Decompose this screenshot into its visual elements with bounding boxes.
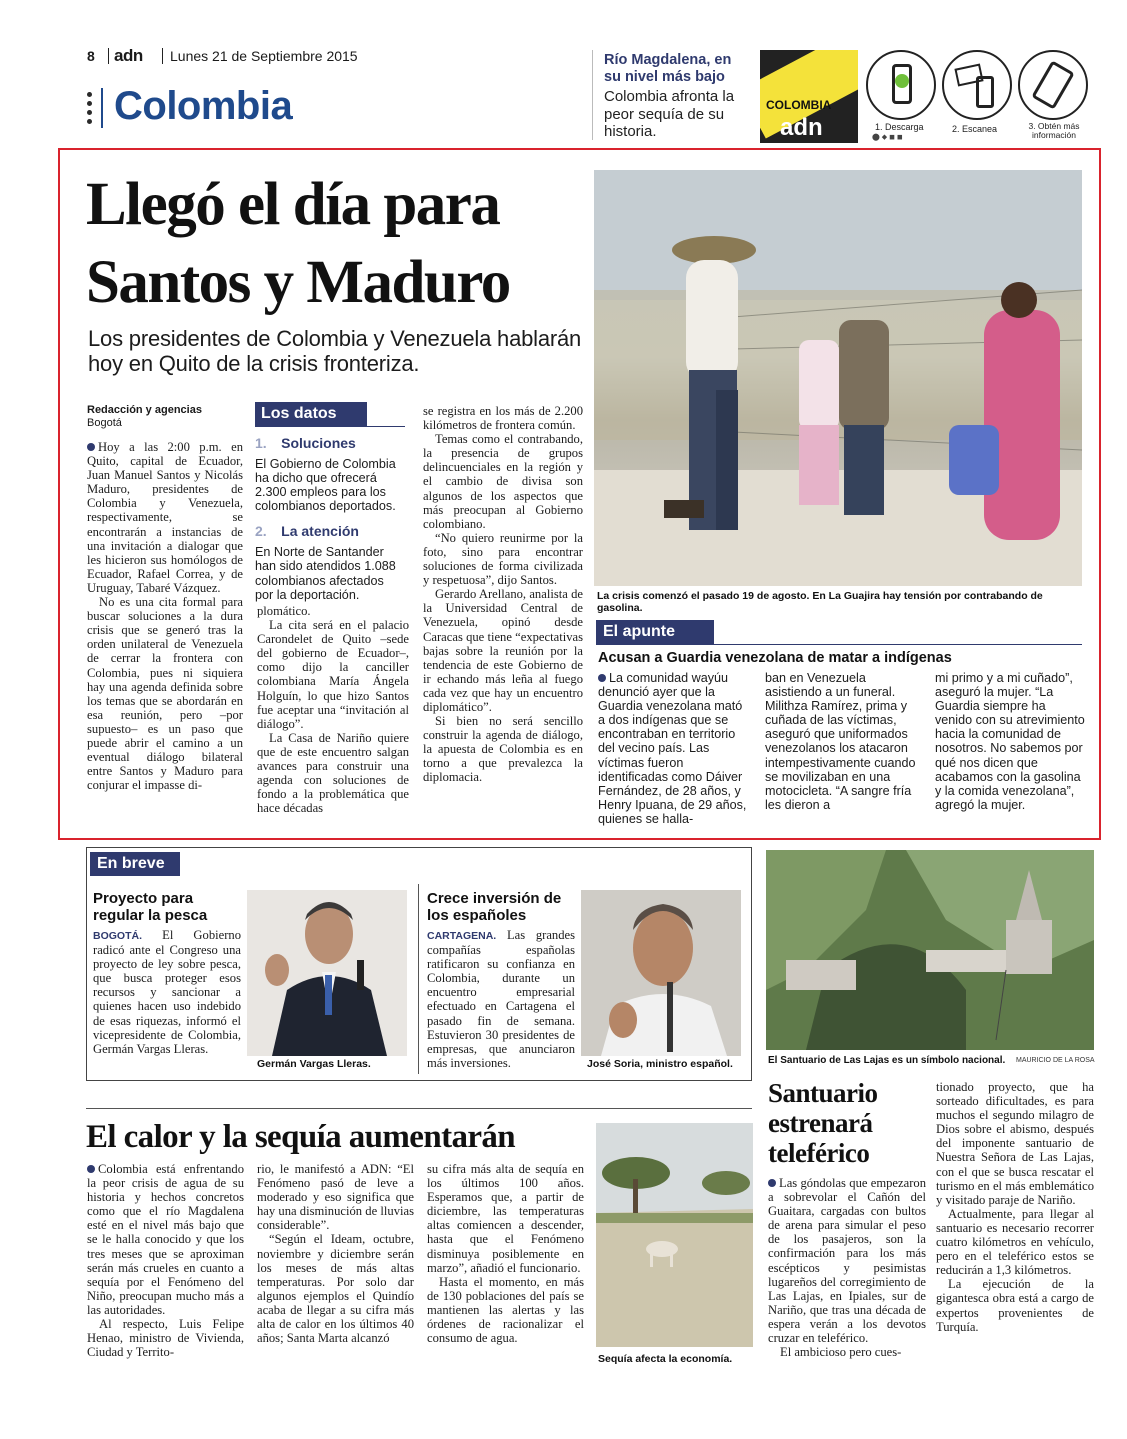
- sanctuary-col-2: [936, 1080, 1094, 1334]
- main-paragraph: se registra en los más de 2.200 kilómetros de frontera común.: [423, 404, 583, 433]
- sanctuary-paragraph: Las góndolas que empezaron a sobrevolar el Cañón del Guaitara, cargadas con bultos de arena para simular el peso de los pasajeros, son la confirmación para los más escépticos y pesimistas lugareños del corregimiento de Las Lajas, en Ipiales, sur de Nariño, que tras una década de espera verán a los devotos cruzar en teleférico.: [768, 1176, 926, 1346]
- teaser-text: Colombia afronta la peor sequía de su historia.: [604, 88, 735, 140]
- sanctuary-photo: [766, 850, 1094, 1050]
- drought-headline: El calor y la sequía aumentarán: [86, 1119, 516, 1155]
- step-label-3: 3. Obtén más información: [1028, 121, 1080, 140]
- masthead: [0, 0, 1127, 148]
- drought-col-3: [427, 1162, 584, 1345]
- drought-photo: [596, 1123, 753, 1347]
- promo-logo-top: COLOMBIA: [766, 98, 832, 112]
- brand-small: adn: [114, 46, 143, 65]
- main-col-2: [257, 604, 409, 815]
- apunte-label: El apunte: [596, 620, 714, 644]
- drought-paragraph: Al respecto, Luis Felipe Henao, ministro de Vivienda, Ciudad y Territo-: [87, 1317, 244, 1360]
- apunte-col-2: [765, 671, 925, 812]
- drought-rule: [86, 1108, 752, 1109]
- datos-text: El Gobierno de Colombia ha dicho que ofrecerá 2.300 empleos para los colombianos deportados.: [255, 457, 396, 514]
- divider-small: [162, 48, 163, 64]
- date-line: Lunes 21 de Septiembre 2015: [170, 48, 358, 64]
- main-paragraph: “No quiero reunirme por la foto, sino para encontrar soluciones de forma civilizada y respetuosa”, dijo Santos.: [423, 530, 583, 588]
- drought-col-2: [257, 1162, 414, 1345]
- section-dots: [87, 92, 92, 124]
- byline: Redacción y agencias: [87, 404, 202, 416]
- main-paragraph: Si bien no será sencillo construir la agenda de diálogo, la apuesta de Colombia es en torno a que prevalezca la diplomacia.: [423, 714, 583, 785]
- datos-number: 2.: [255, 523, 267, 540]
- drought-illustration: [596, 1123, 753, 1347]
- main-paragraph: La cita será en el palacio Carondelet de Quito –sede del gobierno de Ecuador–, como dijo la canciller colombiana María Ángela Holguín, lo que hizo Santos fue aceptar una “invitación al diálogo”.: [257, 618, 409, 731]
- phone-info-icon: [1031, 60, 1075, 109]
- sanctuary-col-1: [768, 1176, 926, 1359]
- portrait-illustration: [247, 890, 407, 1056]
- bullet-dot: [87, 1165, 95, 1173]
- step-download[interactable]: [866, 50, 936, 120]
- breve-place: BOGOTÁ.: [93, 930, 142, 942]
- jose-soria-photo: [581, 890, 741, 1056]
- drought-paragraph: “Según el Ideam, octubre, noviembre y diciembre serán los meses de más altas temperaturas. Por solo dar algunos ejemplos el Quindío acaba de llegar a su cifra más alta de calor en los últimos 40 años; Santa Marta alcanzó: [257, 1232, 414, 1346]
- datos-title: La atención: [281, 523, 359, 540]
- drought-photo-caption: Sequía afecta la economía.: [598, 1353, 733, 1365]
- apunte-col-3: [935, 671, 1085, 812]
- step-label-1: 1. Descarga: [875, 122, 924, 132]
- apunte-paragraph: ban en Venezuela asistiendo a un funeral. Milithza Ramírez, prima y cuñada de las víctimas, aseguró que uniformados venezolanos los atacaron intempestivamente cuando se movilizaban en una motocicleta. “A sangre fría les dieron a: [765, 671, 916, 812]
- promo-logo-bottom: adn: [780, 114, 823, 141]
- apunte-headline: Acusan a Guardia venezolana de matar a indígenas: [598, 650, 952, 666]
- apunte-paragraph: mi primo y a mi cuñado”, aseguró la mujer. “La Guardia siempre ha venido con su atrevimiento hacia la comunidad de nosotros. No sabemos por qué nos dicen que acabamos con la gasolina y la comida venezolana”, agregó la mujer.: [935, 671, 1085, 812]
- datos-item: [255, 435, 405, 513]
- step-label-2: 2. Escanea: [952, 124, 998, 134]
- app-store-badges: ⬤ ◆ ◼ ◼: [872, 134, 903, 141]
- breve-item-1: [93, 890, 413, 1075]
- main-paragraph: No es una cita formal para buscar soluciones a la dura crisis que se generó tras la orden unilateral de Venezuela de cerrar la frontera con Colombia, pues ni siquiera hay una agenda definida sobre los temas que se abordarán en esa reunión, pero –por supuesto– es un paso que puede abrir el camino a un eventual diálogo bilateral entre Santos y Maduro para conjurar el impasse di-: [87, 595, 243, 793]
- step-info[interactable]: [1018, 50, 1088, 120]
- sanctuary-paragraph: La ejecución de la gigantesca obra está a cargo de expertos provenientes de Turquía.: [936, 1277, 1094, 1334]
- apunte-paragraph: La comunidad wayúu denunció ayer que la Guardia venezolana mató a dos indígenas que se encontraban en territorio del vecino país. Las víctimas fueron identificadas como Dáiver Fernández, de 28 años, y Henry Ipuana, de 29 años, quienes se halla-: [598, 671, 747, 826]
- drought-paragraph: Colombia está enfrentando la peor crisis de agua de su historia y hechos concretos como que el río Magdalena esté en el nivel más bajo que se le halla conocido y que los tres meses que se aproximan serán más crueles en cuanto a sequía por el Fenómeno del Niño, preocupan mucho más a las autoridades.: [87, 1162, 244, 1317]
- datos-title: Soluciones: [281, 435, 356, 451]
- download-icon: [895, 74, 909, 88]
- breve-text: CARTAGENA. Las grandes compañías españolas ratificaron su confianza en Colombia, durante un encuentro empresarial efectuado en Cartagena el pasado fin de semana. Estuvieron 30 presidentes de empresas, que anunciaron más inversiones.: [427, 928, 575, 1070]
- main-subheadline: Los presidentes de Colombia y Venezuela hablarán hoy en Quito de la crisis fronteriza.: [88, 326, 582, 376]
- breve-headline: Proyecto para regular la pesca: [93, 890, 208, 924]
- main-paragraph: Hoy a las 2:00 p.m. en Quito, capital de Ecuador, Juan Manuel Santos y Nicolás Maduro, presidentes de Colombia y Venezuela, respectivamente, se encontrarán a instancias de una invitación a dialogar que les hicieron sus homólogos de Ecuador, Rafael Correa, y de Uruguay, Tabaré Vázquez.: [87, 440, 243, 595]
- en-breve-divider: [418, 884, 419, 1074]
- teaser-divider: [592, 50, 593, 140]
- page-number: 8: [87, 48, 95, 64]
- breve-caption: Germán Vargas Lleras.: [257, 1058, 371, 1070]
- drought-paragraph: rio, le manifestó a ADN: “El Fenómeno pasó de leve a moderado y eso significa que hay una disminución de lluvias considerable”.: [257, 1162, 414, 1233]
- main-paragraph: Temas como el contrabando, la presencia de grupos delincuenciales en la región y el cambio de divisa son algunos de los aspectos que más preocupan al Gobierno colombiano.: [423, 432, 583, 531]
- main-paragraph: plomático.: [257, 604, 311, 618]
- portrait-illustration: [581, 890, 741, 1056]
- sanctuary-photo-credit: MAURICIO DE LA ROSA: [1016, 1057, 1095, 1064]
- drought-col-1: [87, 1162, 244, 1359]
- datos-text: En Norte de Santander han sido atendidos 1.088 colombianos afectados por la deportación.: [255, 545, 396, 602]
- vargas-lleras-photo: [247, 890, 407, 1056]
- drought-paragraph: Hasta el momento, en más de 130 poblaciones del país se mantienen las alertas y las órdenes de racionalizar el consumo de agua.: [427, 1274, 584, 1346]
- apunte-col-1: [598, 671, 750, 826]
- datos-box: [255, 402, 405, 602]
- sanctuary-headline: Santuario estrenará teleférico: [768, 1078, 878, 1168]
- scan-phone-icon: [976, 76, 994, 108]
- datos-number: 1.: [255, 435, 267, 451]
- bullet-dot: [598, 674, 606, 682]
- promo-logo: [760, 50, 858, 143]
- sanctuary-paragraph: El ambicioso pero cues-: [780, 1345, 902, 1360]
- apunte-header: [596, 620, 1082, 645]
- datos-label: Los datos: [255, 402, 367, 426]
- datos-item: [255, 523, 405, 601]
- breve-caption: José Soria, ministro español.: [587, 1058, 733, 1070]
- drought-paragraph: su cifra más alta de sequía en los últimos 100 años. Esperamos que, a partir de diciembre, las temperaturas altas comiencen a descender, hasta que el Fenómeno disminuya posiblemente en marzo”, añadió el funcionario.: [427, 1162, 584, 1275]
- main-photo-caption: La crisis comenzó el pasado 19 de agosto. En La Guajira hay tensión por contrabando de gasolina.: [597, 590, 1043, 614]
- sanctuary-paragraph: tionado proyecto, que ha sorteado dificultades, es para muchos el segundo milagro de Dios sobre el abismo, después del imponente santuario de Nuestra Señora de Las Lajas, con el que se busca rescatar el turismo en el más emblemático y visitado paraje de Nariño.: [936, 1080, 1094, 1207]
- border-crossing-photo: [594, 170, 1082, 586]
- en-breve-header: [90, 852, 750, 876]
- bullet-dot: [768, 1179, 776, 1187]
- main-col-1: [87, 440, 243, 792]
- main-paragraph: Gerardo Arellano, analista de la Universidad Central de Venezuela, opinó desde Caracas que tiene “expectativas bajas sobre la reunión por la tendencia de este Gobierno de ir echando más leña al fuego cada vez que hay un encuentro diplomático”.: [423, 587, 583, 714]
- en-breve-label: En breve: [90, 852, 180, 876]
- step-scan[interactable]: [942, 50, 1012, 120]
- main-col-3: [423, 404, 583, 785]
- sanctuary-illustration: [766, 850, 1094, 1050]
- breve-item-2: [427, 890, 747, 1075]
- section-bar: [101, 88, 103, 128]
- breve-text: BOGOTÁ. El Gobierno radicó ante el Congreso una proyecto de ley sobre pesca, que busca proteger esos recursos y sancionar a quienes hacen uso indebido de esas riquezas, informó el vicepresidente de Colombia, Germán Vargas Lleras.: [93, 928, 241, 1056]
- breve-headline: Crece inversión de los españoles: [427, 890, 562, 924]
- teaser-headline: Río Magdalena, en su nivel más bajo: [604, 52, 732, 85]
- bullet-dot: [87, 443, 95, 451]
- byline-location: Bogotá: [87, 417, 122, 429]
- breve-place: CARTAGENA.: [427, 930, 497, 942]
- main-paragraph: La Casa de Nariño quiere que de este encuentro salgan avances para construir una agenda con soluciones de fondo a la problemática que hace décadas: [257, 730, 409, 816]
- photo-illustration: [594, 170, 1082, 586]
- sanctuary-photo-caption: El Santuario de Las Lajas es un símbolo nacional.: [768, 1055, 1006, 1066]
- main-headline: Llegó el día para Santos y Maduro: [86, 171, 510, 316]
- section-title: Colombia: [114, 84, 293, 128]
- sanctuary-paragraph: Actualmente, para llegar al santuario es necesario recorrer cuatro kilómetros en vehículo, pero en el teleférico estos se reducirán a 1,3 kilómetros.: [936, 1206, 1094, 1278]
- divider-small: [108, 48, 109, 64]
